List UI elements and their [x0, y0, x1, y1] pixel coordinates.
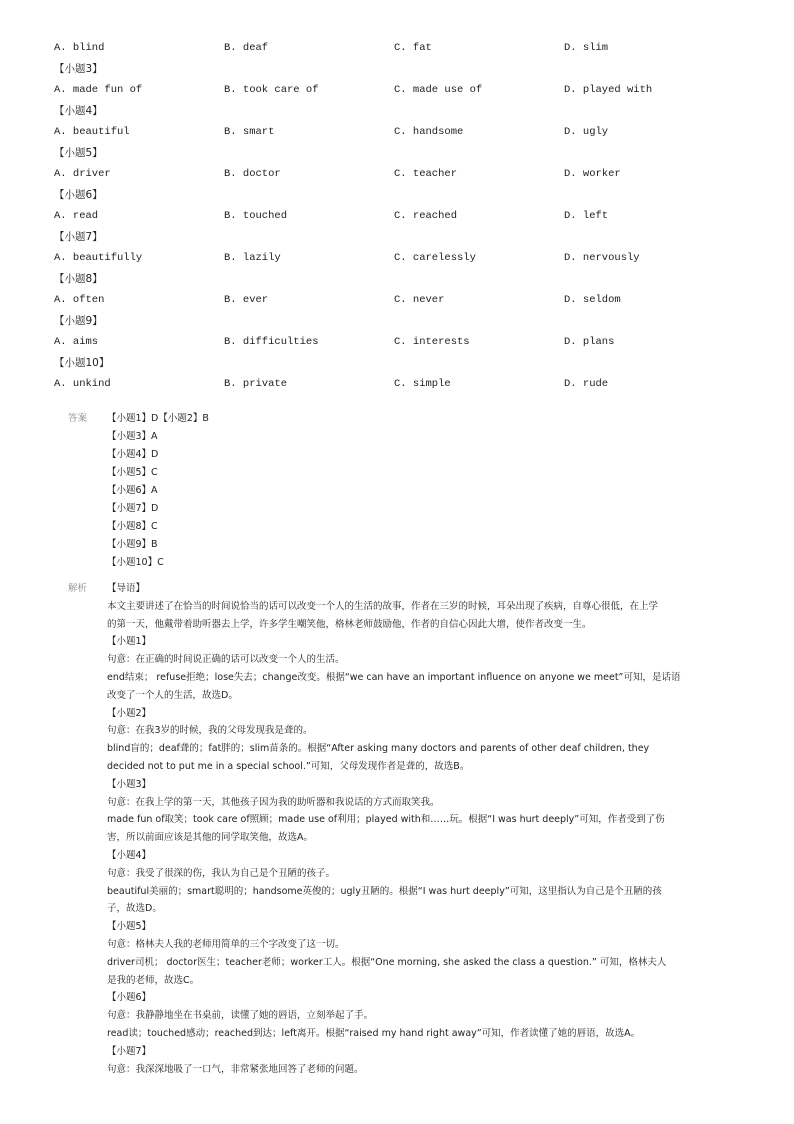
option-c: C. simple: [394, 378, 451, 390]
analysis-line: blind盲的；deaf聋的；fat胖的；slim苗条的。根据“After asking many doctors and parents of other deaf children, they: [107, 743, 650, 755]
analysis-label: 解析: [68, 583, 88, 594]
analysis-line: 句意：我深深地吸了一口气，非常紧张地回答了老师的问题。: [107, 1063, 364, 1075]
answer-line: 【小题3】A: [107, 431, 158, 442]
question-label: 【小题5】: [54, 147, 103, 159]
answer-line: 【小题6】A: [107, 485, 158, 496]
option-a: A. blind: [54, 42, 105, 54]
option-row: [54, 80, 754, 101]
analysis-line: 【小题7】: [107, 1045, 152, 1057]
answer-line: 【小题8】C: [107, 521, 158, 532]
option-d: D. plans: [564, 336, 615, 348]
option-d: D. played with: [564, 84, 653, 96]
option-b: B. lazily: [224, 252, 281, 264]
option-c: C. reached: [394, 210, 458, 222]
analysis-line: 改变了一个人的生活，故选D。: [107, 689, 238, 701]
option-d: D. slim: [564, 42, 609, 54]
option-row: [54, 164, 754, 185]
analysis-line: end结束； refuse拒绝；lose失去；change改变。根据“we can have an important influence on anyone we meet”可知，是话语: [107, 672, 681, 683]
option-d: D. ugly: [564, 126, 609, 138]
option-row: [54, 374, 754, 395]
option-d: D. nervously: [564, 252, 640, 264]
option-d: D. worker: [564, 168, 621, 180]
option-row: [54, 38, 754, 59]
analysis-line: 【导语】: [107, 583, 146, 594]
option-d: D. rude: [564, 378, 609, 390]
analysis-line: 本文主要讲述了在恰当的时间说恰当的话可以改变一个人的生活的故事，作者在三岁的时候，耳朵出现了疾病，自尊心很低，在上学: [107, 600, 659, 612]
analysis-line: decided not to put me in a special school.”可知，父母发现作者是聋的，故选B。: [107, 761, 470, 772]
option-c: C. teacher: [394, 168, 458, 180]
analysis-line: made fun of取笑；took care of照顾；made use of利用；played with和……玩。根据“I was hurt deeply”可知，作者受到了伤: [107, 814, 665, 826]
option-a: A. often: [54, 294, 105, 306]
analysis-line: 【小题1】: [107, 636, 152, 648]
analysis-line: 句意：在我上学的第一天，其他孩子因为我的助听器和我说话的方式而取笑我。: [107, 796, 440, 808]
answer-line: 【小题1】D【小题2】B: [107, 413, 209, 424]
option-c: C. interests: [394, 336, 470, 348]
option-b: B. ever: [224, 294, 269, 306]
analysis-line: 句意：在正确的时间说正确的话可以改变一个人的生活。: [107, 654, 345, 666]
analysis-line: 是我的老师，故选C。: [107, 974, 200, 986]
answer-label: 答案: [68, 413, 88, 424]
option-a: A. unkind: [54, 378, 111, 390]
analysis-line: 害，所以前面应该是其他的同学取笑他，故选A。: [107, 832, 313, 844]
option-b: B. smart: [224, 126, 275, 138]
option-a: A. made fun of: [54, 84, 143, 96]
analysis-line: 句意：格林夫人我的老师用简单的三个字改变了这一切。: [107, 939, 345, 950]
analysis-line: 【小题2】: [107, 707, 152, 719]
question-label: 【小题6】: [54, 189, 103, 201]
option-a: A. beautifully: [54, 252, 143, 264]
option-b: B. private: [224, 378, 288, 390]
option-a: A. driver: [54, 168, 111, 180]
answer-line: 【小题4】D: [107, 449, 159, 460]
option-c: C. never: [394, 294, 445, 306]
analysis-line: 句意：在我3岁的时候，我的父母发现我是聋的。: [107, 725, 313, 737]
analysis-line: 【小题3】: [107, 778, 152, 790]
option-b: B. difficulties: [224, 336, 319, 348]
answer-line: 【小题5】C: [107, 467, 158, 478]
answer-line: 【小题7】D: [107, 503, 159, 514]
option-c: C. fat: [394, 42, 432, 54]
option-d: D. left: [564, 210, 609, 222]
question-options: [54, 38, 754, 395]
analysis-line: 【小题4】: [107, 850, 152, 861]
option-a: A. aims: [54, 336, 99, 348]
option-b: B. deaf: [224, 42, 269, 54]
question-label: 【小题3】: [54, 63, 103, 75]
option-b: B. took care of: [224, 84, 319, 96]
option-row: [54, 248, 754, 269]
analysis-line: 【小题6】: [107, 992, 152, 1004]
answer-line: 【小题10】C: [107, 557, 164, 568]
option-c: C. carelessly: [394, 252, 476, 264]
analysis-line: 句意：我受了很深的伤，我认为自己是个丑陋的孩子。: [107, 867, 336, 879]
answer-line: 【小题9】B: [107, 539, 158, 550]
option-a: A. beautiful: [54, 126, 130, 138]
option-b: B. doctor: [224, 168, 281, 180]
option-c: C. handsome: [394, 126, 464, 138]
option-row: [54, 290, 754, 311]
analysis-line: 的第一天，他戴带着助听器去上学，许多学生嘲笑他，格林老师鼓励他，作者的自信心因此大增，使作者改变一生。: [107, 618, 592, 630]
option-row: [54, 122, 754, 143]
analysis-line: 【小题5】: [107, 921, 152, 933]
analysis-line: read读；touched感动；reached到达；left离开。根据“raised my hand right away”可知，作者读懂了她的唇语，故选A。: [107, 1028, 641, 1039]
question-label: 【小题8】: [54, 273, 103, 285]
analysis-line: 句意：我静静地坐在书桌前，读懂了她的唇语，立刻举起了手。: [107, 1010, 374, 1022]
analysis-line: 子，故选D。: [107, 903, 162, 915]
option-b: B. touched: [224, 210, 288, 222]
question-label: 【小题10】: [54, 357, 110, 369]
analysis-line: driver司机； doctor医生；teacher老师；worker工人。根据“One morning, she asked the class a question.” 可知，格林夫人: [107, 956, 667, 968]
option-row: [54, 206, 754, 227]
option-row: [54, 332, 754, 353]
analysis-line: beautiful美丽的；smart聪明的；handsome英俊的；ugly丑陋的。根据“I was hurt deeply”可知，这里指认为自己是个丑陋的孩: [107, 885, 662, 897]
option-c: C. made use of: [394, 84, 483, 96]
option-d: D. seldom: [564, 294, 621, 306]
question-label: 【小题7】: [54, 231, 103, 243]
option-a: A. read: [54, 210, 99, 222]
question-label: 【小题4】: [54, 105, 103, 117]
question-label: 【小题9】: [54, 315, 103, 327]
